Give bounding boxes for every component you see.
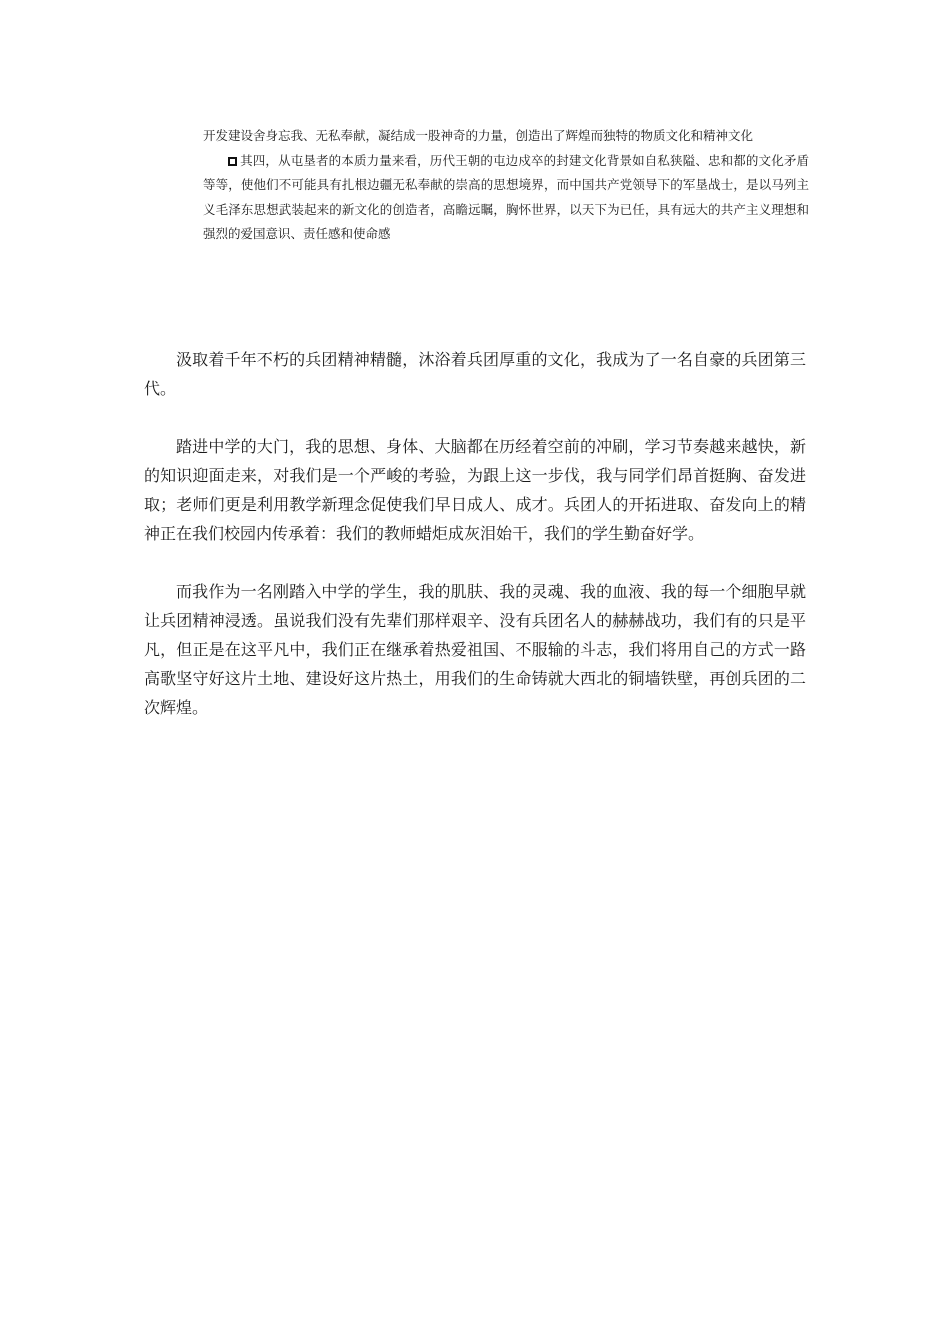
square-bullet-icon xyxy=(228,157,237,166)
body-paragraph-1: 汲取着千年不朽的兵团精神精髓，沐浴着兵团厚重的文化，我成为了一名自豪的兵团第三代。 xyxy=(144,350,806,398)
excerpt-paragraph-2-text: 其四，从屯垦者的本质力量来看，历代王朝的屯边戍卒的封建文化背景如自私狭隘、忠和都的文化矛盾等等，使他们不可能具有扎根边疆无私奉献的崇高的思想境界，而中国共产党领导下的军垦战士，是以马列主义毛泽东思想武装起来的新文化的创造者，高瞻远瞩，胸怀世界，以天下为已任，具有远大的共产主义理想和强烈的爱国意识、责任感和使命感 xyxy=(203,152,809,241)
essay-body xyxy=(144,345,806,751)
body-paragraph-2: 踏进中学的大门，我的思想、身体、大脑都在历经着空前的冲刷，学习节奏越来越快，新的知识迎面走来，对我们是一个严峻的考验，为跟上这一步伐，我与同学们昂首挺胸、奋发进取；老师们更是利用教学新理念促使我们早日成人、成才。兵团人的开拓进取、奋发向上的精神正在我们校园内传承着：我们的教师蜡炬成灰泪始干，我们的学生勤奋好学。 xyxy=(144,437,806,543)
quoted-excerpt xyxy=(203,124,809,247)
excerpt-paragraph-2 xyxy=(203,149,809,247)
excerpt-paragraph-1: 开发建设舍身忘我、无私奉献，凝结成一股神奇的力量，创造出了辉煌而独特的物质文化和精神文化 xyxy=(203,128,754,143)
body-paragraph-3: 而我作为一名刚踏入中学的学生，我的肌肤、我的灵魂、我的血液、我的每一个细胞早就让兵团精神浸透。虽说我们没有先辈们那样艰辛、没有兵团名人的赫赫战功，我们有的只是平凡，但正是在这平凡中，我们正在继承着热爱祖国、不服输的斗志，我们将用自己的方式一路高歌坚守好这片土地、建设好这片热土，用我们的生命铸就大西北的铜墙铁壁，再创兵团的二次辉煌。 xyxy=(144,582,806,717)
